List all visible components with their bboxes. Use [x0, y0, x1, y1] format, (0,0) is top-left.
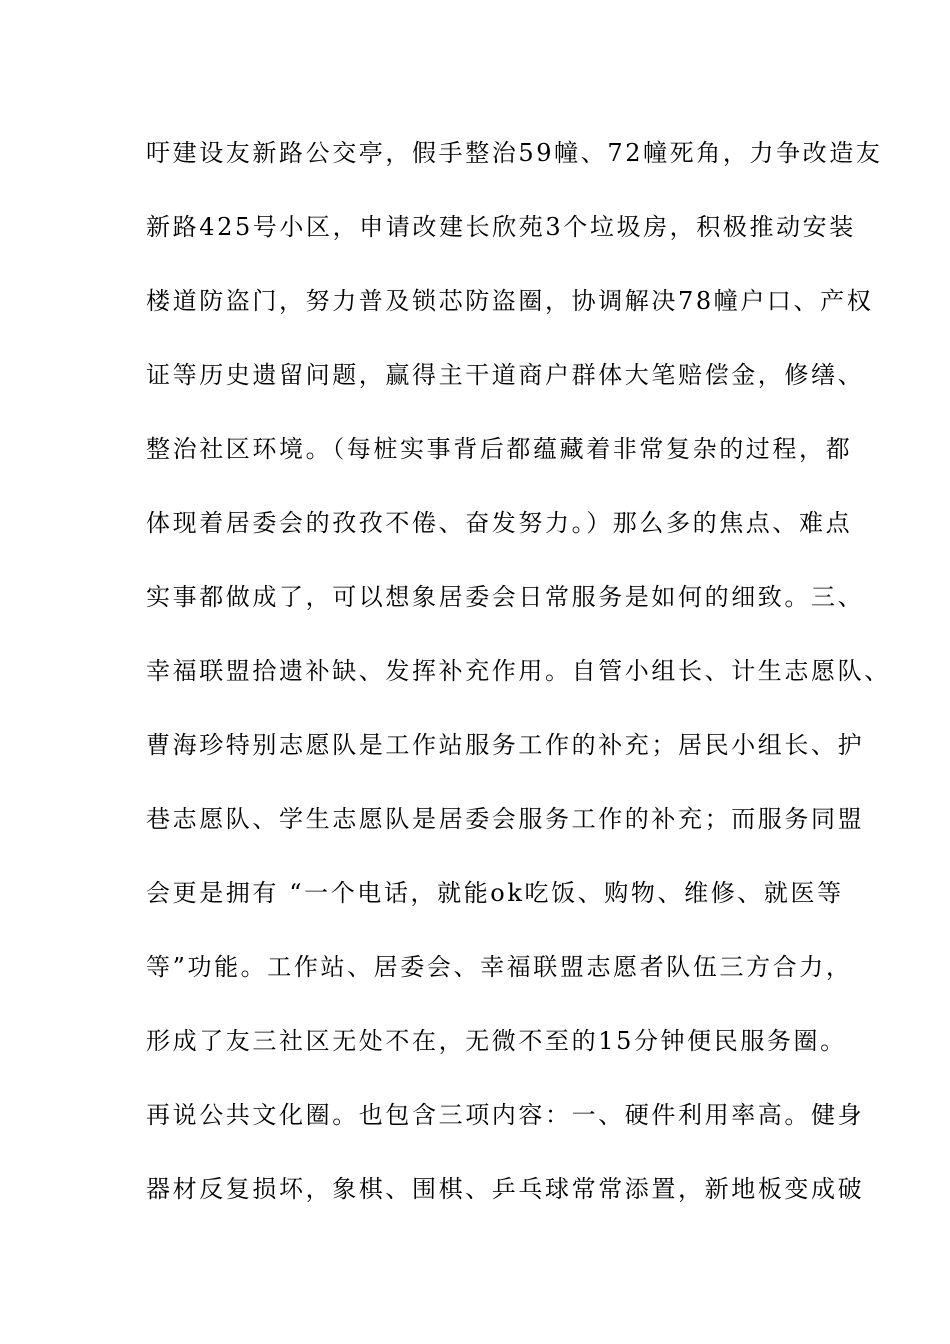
text-line: 整治社区环境。（每桩实事背后都蕴藏着非常复杂的过程，都	[146, 435, 853, 463]
text-line: 曹海珍特别志愿队是工作站服务工作的补充；居民小组长、护	[146, 731, 865, 759]
text-line: 吁建设友新路公交亭，假手整治59幢、72幢死角，力争改造友	[146, 139, 883, 167]
text-line: 会更是拥有 “一个电话，就能ok吃饭、购物、维修、就医等	[146, 879, 844, 907]
text-line: 证等历史遗留问题，赢得主干道商户群体大笔赔偿金，修缮、	[146, 361, 865, 389]
text-line: 幸福联盟拾遗补缺、发挥补充作用。自管小组长、计生志愿队、	[146, 657, 891, 685]
text-line: 再说公共文化圈。也包含三项内容：一、硬件利用率高。健身	[146, 1101, 865, 1129]
text-line: 巷志愿队、学生志愿队是居委会服务工作的补充；而服务同盟	[146, 805, 865, 833]
text-line: 器材反复损坏，象棋、围棋、乒乓球常常添置，新地板变成破	[146, 1175, 865, 1203]
text-line: 体现着居委会的孜孜不倦、奋发努力。）那么多的焦点、难点	[146, 509, 853, 537]
text-line: 形成了友三社区无处不在，无微不至的15分钟便民服务圈。	[146, 1027, 847, 1055]
text-line: 等”功能。工作站、居委会、幸福联盟志愿者队伍三方合力，	[146, 953, 853, 981]
body-text	[146, 133, 891, 1243]
text-line: 楼道防盗门，努力普及锁芯防盗圈，协调解决78幢户口、产权	[146, 287, 874, 315]
text-line: 实事都做成了，可以想象居委会日常服务是如何的细致。三、	[146, 583, 865, 611]
text-line: 新路425号小区，申请改建长欣苑3个垃圾房，积极推动安装	[146, 213, 856, 241]
